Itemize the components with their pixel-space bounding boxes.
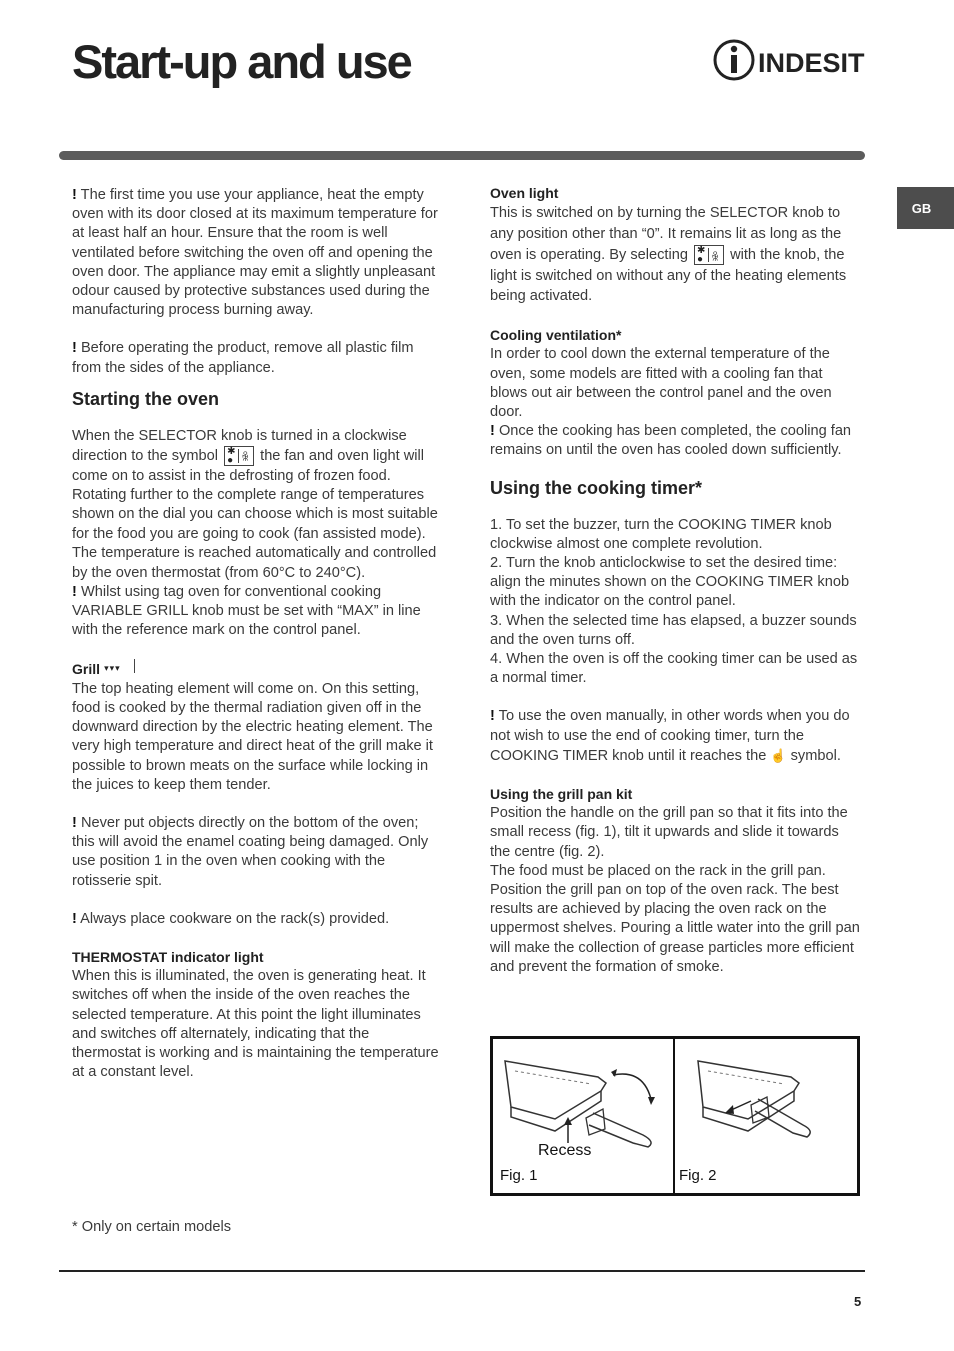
light-symbol-icon: ✱ ● ꆜ [694, 245, 724, 265]
footer-rule [59, 1270, 865, 1272]
always-paragraph: ! Always place cookware on the rack(s) provided. [72, 910, 390, 927]
grill-symbol-icon: ▾▾▾ [104, 659, 135, 673]
footnote: * Only on certain models [72, 1219, 231, 1235]
timer-heading: Using the cooking timer* [490, 477, 703, 498]
indesit-logo [712, 36, 868, 84]
timer-step: 2. Turn the knob anticlockwise to set the desired time: align the minutes shown on the COOKING TIMER knob with the indicator on the control panel. [490, 555, 850, 610]
grillpan-heading: Using the grill pan kit [490, 786, 633, 803]
grill-pan-figure [490, 1036, 860, 1196]
grill-heading: Grill [72, 660, 101, 677]
right-column [490, 184, 862, 977]
grill-pan-illustration [493, 1039, 857, 1193]
grillpan-text-1: Position the handle on the grill pan so that it fits into the small recess (fig. 1), tilt it upwards and slide it towards the centre (fig. 2). [490, 805, 848, 860]
page-title: Start-up and use [72, 35, 411, 88]
recess-label: Recess [538, 1142, 592, 1159]
language-tab: GB [897, 187, 954, 229]
fan-light-symbol-icon: ✱ ● ꆜ [224, 446, 254, 466]
timer-step: 4. When the oven is off the cooking timer can be used as a normal timer. [490, 651, 858, 687]
plastic-paragraph: ! Before operating the product, remove all plastic film from the sides of the appliance. [72, 340, 414, 376]
brand-wordmark: INDESIT [758, 48, 865, 78]
cooling-text: In order to cool down the external temperature of the oven, some models are fitted with a cooling fan that blows out air between the control panel and the oven door. [490, 346, 832, 420]
manual-paragraph: ! To use the oven manually, in other words when you do not wish to use the end of cooking timer, turn the COOKING TIMER knob until it reaches the ☝ symbol. [490, 708, 850, 764]
starting-paragraph: When the SELECTOR knob is turned in a clockwise direction to the symbol ✱ ● ꆜ the fan and oven light will come on to assist in the defrosting of frozen food. Rotating further to the complete range of temperatures shown on the dial you can choose which is most suitable for the food you are going to cook (fan assisted mode). The temperature is reached automatically and controlled by the oven thermostat (from 60°C to 240°C). [72, 427, 438, 581]
hand-icon: ☝ [770, 747, 787, 763]
starting-warning: ! Whilst using tag oven for conventional cooking VARIABLE GRILL knob must be set with “MAX” in line with the reference mark on the control panel. [72, 583, 421, 639]
header-rule [59, 151, 865, 160]
light-heading: Oven light [490, 185, 559, 201]
thermo-heading: THERMOSTAT indicator light [72, 948, 264, 965]
fig2-label: Fig. 2 [679, 1167, 717, 1184]
page-number: 5 [854, 1294, 862, 1309]
cooling-heading: Cooling ventilation* [490, 327, 622, 344]
timer-step: 3. When the selected time has elapsed, a buzzer sounds and the oven turns off. [490, 612, 857, 648]
starting-heading: Starting the oven [72, 388, 220, 409]
fig1-label: Fig. 1 [500, 1167, 538, 1184]
never-paragraph: ! Never put objects directly on the bottom of the oven; this will avoid the enamel coating being damaged. Only use position 1 in the oven when cooking with the rotisserie spit. [72, 814, 429, 889]
left-column [72, 186, 442, 1082]
grillpan-text-2: The food must be placed on the rack in the grill pan. Position the grill pan on top of the oven rack. The best results are achieved by placing the oven rack on the uppermost shelves. Pouring a little water into the grill pan will make the collection of grease particles more efficient and prevent the formation of smoke. [490, 862, 860, 975]
timer-step: 1. To set the buzzer, turn the COOKING TIMER knob clockwise almost one complete revolution. [490, 516, 832, 552]
light-text: This is switched on by turning the SELECTOR knob to any position other than “0”. It remains lit as long as the oven is operating. By selecting ✱ ● ꆜ with the knob, the light is switched on without any of the heating elements being activated. [490, 205, 847, 305]
timer-steps-list [490, 516, 862, 689]
thermo-text: When this is illuminated, the oven is generating heat. It switches off when the inside of the oven reaches the selected temperature. At this point the light illuminates and switches off alternately, indicating that the thermostat is working and is maintaining the temperature at a constant level. [72, 968, 439, 1081]
cooling-warning: ! Once the cooking has been completed, the cooling fan remains on until the oven has cooled down sufficiently. [490, 423, 852, 459]
grill-text: The top heating element will come on. On this setting, food is cooked by the thermal radiation given off in the downward direction by the electric heating element. The very high temperature and direct heat of the grill make it possible to brown meats on the surface while locking in the juices to keep them tender. [72, 680, 433, 793]
intro-paragraph: ! The first time you use your appliance, heat the empty oven with its door closed at its maximum temperature for at least half an hour. Ensure that the room is well ventilated before switching the oven off and opening the oven door. The appliance may emit a slightly unpleasant odour caused by protective substances used during the manufacturing process burning away. [72, 187, 438, 319]
